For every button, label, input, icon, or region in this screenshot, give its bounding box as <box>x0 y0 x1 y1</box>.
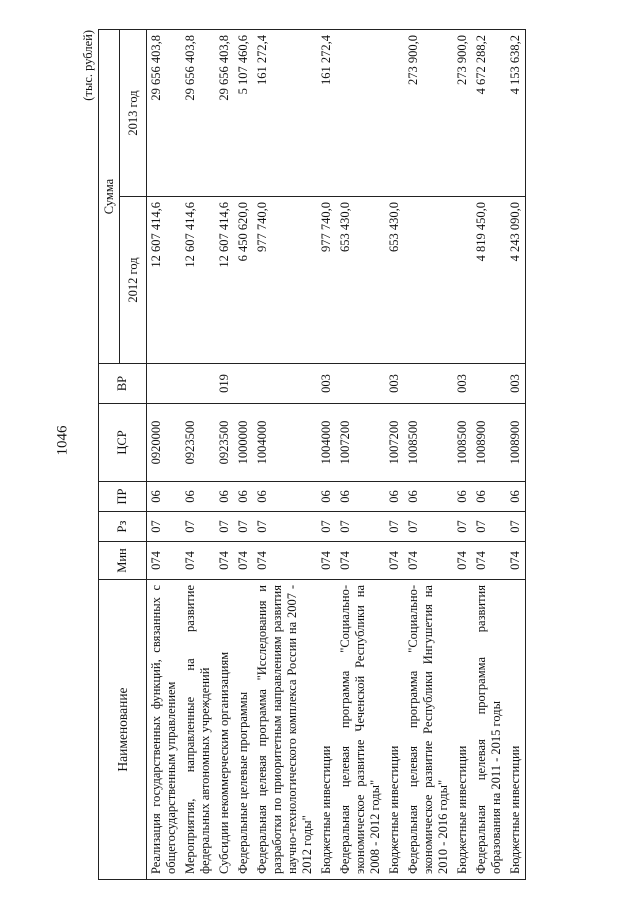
header-name: Наименование <box>99 580 147 880</box>
row-sum-2012: 4 819 450,0 <box>472 197 506 364</box>
row-vr: 003 <box>453 364 472 404</box>
row-pr: 06 <box>253 482 317 512</box>
row-vr: 019 <box>215 364 234 404</box>
row-pr: 06 <box>385 482 404 512</box>
row-csr: 1004000 <box>317 404 336 482</box>
row-sum-2013: 29 656 403,8 <box>181 30 215 197</box>
table-row <box>234 30 253 880</box>
table-row <box>215 30 234 880</box>
row-name: Федеральные целевые программы <box>234 580 253 880</box>
row-min: 074 <box>147 542 182 580</box>
row-rz: 07 <box>336 512 385 542</box>
row-sum-2012: 12 607 414,6 <box>181 197 215 364</box>
table-row <box>181 30 215 880</box>
row-rz: 07 <box>453 512 472 542</box>
header-year-2013: 2013 год <box>120 30 147 197</box>
row-csr: 1007200 <box>336 404 385 482</box>
row-sum-2012: 653 430,0 <box>385 197 404 364</box>
table-row <box>453 30 472 880</box>
row-sum-2012: 6 450 620,0 <box>234 197 253 364</box>
row-sum-2013: 5 107 460,6 <box>234 30 253 197</box>
row-rz: 07 <box>317 512 336 542</box>
row-name: Федеральная целевая программа "Социально-экономическое развитие Чеченской Республики на 2008 - 2012 годы" <box>336 580 385 880</box>
row-sum-2012: 653 430,0 <box>336 197 385 364</box>
row-min: 074 <box>506 542 526 580</box>
row-min: 074 <box>404 542 453 580</box>
row-sum-2012 <box>404 197 453 364</box>
row-sum-2013: 273 900,0 <box>453 30 472 197</box>
row-name: Бюджетные инвестиции <box>453 580 472 880</box>
row-sum-2012 <box>453 197 472 364</box>
row-name: Бюджетные инвестиции <box>317 580 336 880</box>
header-row <box>99 30 120 880</box>
row-min: 074 <box>336 542 385 580</box>
row-pr: 06 <box>506 482 526 512</box>
table-row <box>317 30 336 880</box>
header-rz: Рз <box>99 512 147 542</box>
header-pr: ПР <box>99 482 147 512</box>
row-name: Мероприятия, направленные на развитие федеральных автономных учреждений <box>181 580 215 880</box>
row-sum-2013: 161 272,4 <box>253 30 317 197</box>
row-vr <box>181 364 215 404</box>
row-rz: 07 <box>234 512 253 542</box>
row-vr: 003 <box>317 364 336 404</box>
row-sum-2013: 4 153 638,2 <box>506 30 526 197</box>
row-rz: 07 <box>472 512 506 542</box>
row-vr: 003 <box>506 364 526 404</box>
row-pr: 06 <box>472 482 506 512</box>
row-csr: 1008900 <box>506 404 526 482</box>
row-name: Федеральная целевая программа "Социально-экономическое развитие Республики Ингушетия на 2010 - 2016 годы" <box>404 580 453 880</box>
row-rz: 07 <box>215 512 234 542</box>
row-vr <box>336 364 385 404</box>
row-min: 074 <box>181 542 215 580</box>
table-row <box>404 30 453 880</box>
table-row <box>506 30 526 880</box>
row-sum-2012: 12 607 414,6 <box>147 197 182 364</box>
row-sum-2013: 4 672 288,2 <box>472 30 506 197</box>
budget-table <box>98 29 526 880</box>
row-pr: 06 <box>181 482 215 512</box>
row-min: 074 <box>215 542 234 580</box>
header-vr: ВР <box>99 364 147 404</box>
row-rz: 07 <box>181 512 215 542</box>
row-vr <box>404 364 453 404</box>
row-sum-2013 <box>336 30 385 197</box>
table-row <box>385 30 404 880</box>
row-vr <box>147 364 182 404</box>
header-year-2012: 2012 год <box>120 197 147 364</box>
header-sum: Сумма <box>99 30 120 364</box>
row-name: Субсидии некоммерческим организациям <box>215 580 234 880</box>
row-min: 074 <box>317 542 336 580</box>
row-csr: 1007200 <box>385 404 404 482</box>
row-csr: 1008500 <box>404 404 453 482</box>
table-row <box>253 30 317 880</box>
row-csr: 1008900 <box>472 404 506 482</box>
row-csr: 1000000 <box>234 404 253 482</box>
row-name: Федеральная целевая программа развития образования на 2011 - 2015 годы <box>472 580 506 880</box>
row-pr: 06 <box>147 482 182 512</box>
row-rz: 07 <box>385 512 404 542</box>
row-sum-2012: 12 607 414,6 <box>215 197 234 364</box>
row-pr: 06 <box>215 482 234 512</box>
row-min: 074 <box>385 542 404 580</box>
row-rz: 07 <box>404 512 453 542</box>
row-sum-2013: 161 272,4 <box>317 30 336 197</box>
table-body <box>147 30 526 880</box>
row-csr: 0923500 <box>215 404 234 482</box>
row-csr: 0923500 <box>181 404 215 482</box>
table-row <box>472 30 506 880</box>
row-pr: 06 <box>453 482 472 512</box>
unit-note: (тыс. рублей) <box>81 30 95 101</box>
row-name: Реализация государственных функций, связанных с общегосударственным управлением <box>147 580 182 880</box>
header-csr: ЦСР <box>99 404 147 482</box>
row-pr: 06 <box>317 482 336 512</box>
row-min: 074 <box>253 542 317 580</box>
row-vr <box>472 364 506 404</box>
page-number: 1046 <box>54 425 71 456</box>
row-pr: 06 <box>234 482 253 512</box>
budget-sheet <box>80 30 605 880</box>
table-row <box>336 30 385 880</box>
row-sum-2013: 29 656 403,8 <box>147 30 182 197</box>
row-sum-2013: 273 900,0 <box>404 30 453 197</box>
row-pr: 06 <box>404 482 453 512</box>
row-name: Бюджетные инвестиции <box>506 580 526 880</box>
row-vr <box>253 364 317 404</box>
row-sum-2012: 977 740,0 <box>253 197 317 364</box>
row-name: Бюджетные инвестиции <box>385 580 404 880</box>
row-min: 074 <box>453 542 472 580</box>
row-vr <box>234 364 253 404</box>
row-rz: 07 <box>147 512 182 542</box>
row-sum-2013: 29 656 403,8 <box>215 30 234 197</box>
row-min: 074 <box>234 542 253 580</box>
row-sum-2012: 977 740,0 <box>317 197 336 364</box>
row-sum-2012: 4 243 090,0 <box>506 197 526 364</box>
row-pr: 06 <box>336 482 385 512</box>
header-min: Мин <box>99 542 147 580</box>
row-name: Федеральная целевая программа "Исследования и разработки по приоритетным направлениям развития научно-технологического комплекса России на 2007 - 2012 годы" <box>253 580 317 880</box>
row-csr: 1004000 <box>253 404 317 482</box>
table-row <box>147 30 182 880</box>
row-min: 074 <box>472 542 506 580</box>
row-rz: 07 <box>253 512 317 542</box>
row-sum-2013 <box>385 30 404 197</box>
row-csr: 0920000 <box>147 404 182 482</box>
row-rz: 07 <box>506 512 526 542</box>
row-vr: 003 <box>385 364 404 404</box>
row-csr: 1008500 <box>453 404 472 482</box>
